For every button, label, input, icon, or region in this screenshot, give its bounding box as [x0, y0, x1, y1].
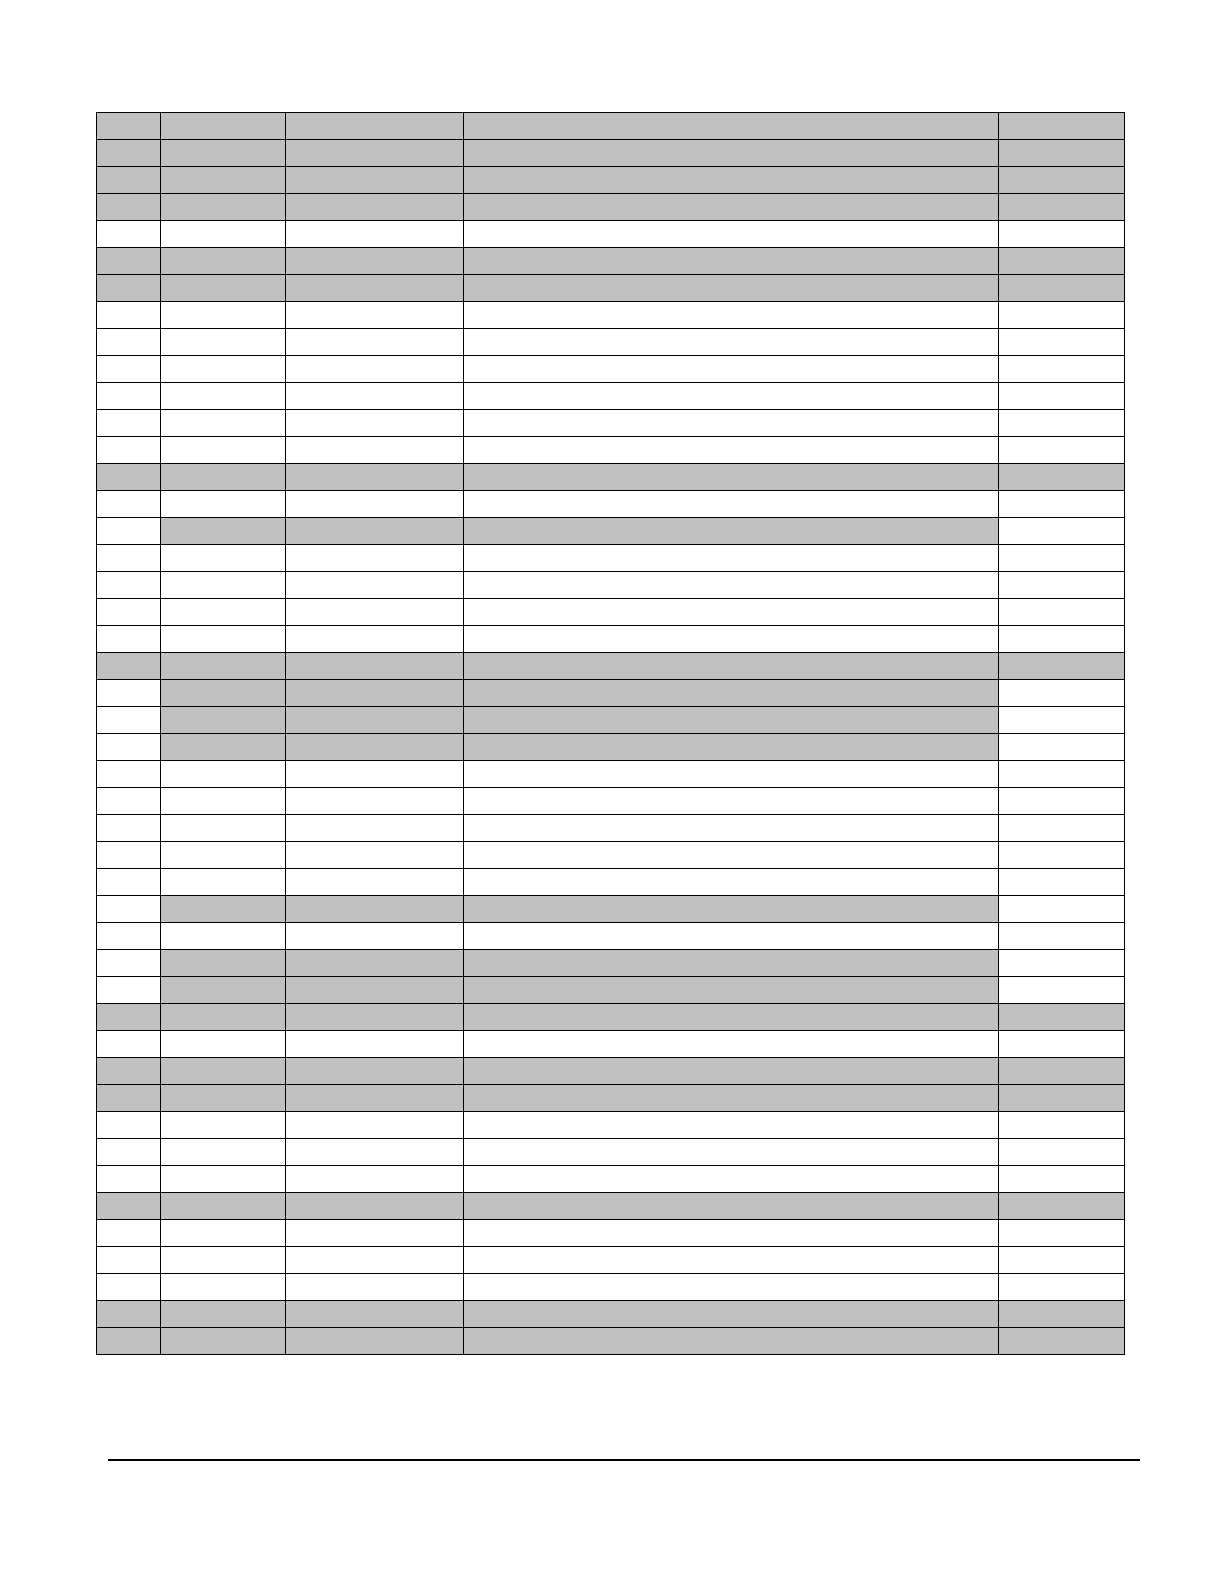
table-row	[97, 1193, 1125, 1220]
col-1-cell	[97, 1193, 161, 1220]
table-row	[97, 1004, 1125, 1031]
col-1-cell	[97, 896, 161, 923]
col-4-cell	[464, 140, 999, 167]
col-1-cell	[97, 923, 161, 950]
col-2-cell	[161, 626, 286, 653]
table-row	[97, 1058, 1125, 1085]
col-5-cell	[999, 113, 1125, 140]
table-row	[97, 950, 1125, 977]
col-1-cell	[97, 221, 161, 248]
col-2-cell	[161, 248, 286, 275]
col-4-cell	[464, 545, 999, 572]
col-2-cell	[161, 1112, 286, 1139]
col-3-cell	[286, 815, 464, 842]
col-1-cell	[97, 194, 161, 221]
col-2-cell	[161, 977, 286, 1004]
col-2-cell	[161, 113, 286, 140]
col-2-cell	[161, 1139, 286, 1166]
col-5-cell	[999, 167, 1125, 194]
table-body	[97, 113, 1125, 1355]
col-1-cell	[97, 302, 161, 329]
col-2-cell	[161, 194, 286, 221]
col-1-cell	[97, 734, 161, 761]
col-3-cell	[286, 464, 464, 491]
col-2-cell	[161, 356, 286, 383]
col-4-cell	[464, 491, 999, 518]
col-1-cell	[97, 707, 161, 734]
col-3-cell	[286, 1274, 464, 1301]
col-5-cell	[999, 248, 1125, 275]
col-2-cell	[161, 842, 286, 869]
col-4-cell	[464, 167, 999, 194]
table-row	[97, 194, 1125, 221]
col-5-cell	[999, 950, 1125, 977]
col-5-cell	[999, 842, 1125, 869]
col-2-cell	[161, 167, 286, 194]
table-row	[97, 140, 1125, 167]
table-row	[97, 653, 1125, 680]
col-1-cell	[97, 869, 161, 896]
col-4-cell	[464, 788, 999, 815]
table-row	[97, 383, 1125, 410]
col-5-cell	[999, 518, 1125, 545]
col-5-cell	[999, 464, 1125, 491]
col-1-cell	[97, 383, 161, 410]
col-2-cell	[161, 275, 286, 302]
col-4-cell	[464, 1166, 999, 1193]
col-1-cell	[97, 1301, 161, 1328]
col-4-cell	[464, 1031, 999, 1058]
table-row	[97, 815, 1125, 842]
col-3-cell	[286, 923, 464, 950]
col-2-cell	[161, 788, 286, 815]
col-5-cell	[999, 734, 1125, 761]
col-1-cell	[97, 491, 161, 518]
col-1-cell	[97, 1166, 161, 1193]
col-5-cell	[999, 896, 1125, 923]
col-3-cell	[286, 1139, 464, 1166]
col-3-cell	[286, 437, 464, 464]
col-1-cell	[97, 788, 161, 815]
col-5-cell	[999, 1058, 1125, 1085]
table-row	[97, 626, 1125, 653]
col-4-cell	[464, 1328, 999, 1355]
col-5-cell	[999, 302, 1125, 329]
col-1-cell	[97, 1031, 161, 1058]
col-3-cell	[286, 680, 464, 707]
col-3-cell	[286, 248, 464, 275]
col-1-cell	[97, 1085, 161, 1112]
col-5-cell	[999, 1004, 1125, 1031]
col-1-cell	[97, 275, 161, 302]
col-4-cell	[464, 194, 999, 221]
col-1-cell	[97, 1004, 161, 1031]
col-3-cell	[286, 167, 464, 194]
col-5-cell	[999, 491, 1125, 518]
col-5-cell	[999, 626, 1125, 653]
col-2-cell	[161, 221, 286, 248]
col-1-cell	[97, 1274, 161, 1301]
col-3-cell	[286, 545, 464, 572]
col-5-cell	[999, 545, 1125, 572]
col-5-cell	[999, 1220, 1125, 1247]
col-2-cell	[161, 491, 286, 518]
col-5-cell	[999, 437, 1125, 464]
col-5-cell	[999, 1301, 1125, 1328]
col-3-cell	[286, 221, 464, 248]
col-3-cell	[286, 1058, 464, 1085]
col-3-cell	[286, 950, 464, 977]
col-1-cell	[97, 464, 161, 491]
col-2-cell	[161, 1031, 286, 1058]
table-row	[97, 1301, 1125, 1328]
col-4-cell	[464, 572, 999, 599]
col-3-cell	[286, 1328, 464, 1355]
col-4-cell	[464, 842, 999, 869]
col-3-cell	[286, 194, 464, 221]
col-2-cell	[161, 923, 286, 950]
col-4-cell	[464, 275, 999, 302]
col-2-cell	[161, 329, 286, 356]
table-row	[97, 167, 1125, 194]
col-5-cell	[999, 383, 1125, 410]
col-2-cell	[161, 680, 286, 707]
col-3-cell	[286, 1031, 464, 1058]
table-row	[97, 896, 1125, 923]
col-4-cell	[464, 221, 999, 248]
col-2-cell	[161, 545, 286, 572]
col-2-cell	[161, 896, 286, 923]
col-4-cell	[464, 707, 999, 734]
col-3-cell	[286, 1085, 464, 1112]
col-5-cell	[999, 653, 1125, 680]
col-1-cell	[97, 815, 161, 842]
table-row	[97, 923, 1125, 950]
col-5-cell	[999, 761, 1125, 788]
table-row	[97, 410, 1125, 437]
col-2-cell	[161, 518, 286, 545]
col-4-cell	[464, 1247, 999, 1274]
col-1-cell	[97, 545, 161, 572]
table-row	[97, 1031, 1125, 1058]
table-row	[97, 302, 1125, 329]
col-4-cell	[464, 653, 999, 680]
col-2-cell	[161, 302, 286, 329]
col-2-cell	[161, 1220, 286, 1247]
col-4-cell	[464, 302, 999, 329]
col-2-cell	[161, 437, 286, 464]
table-row	[97, 1328, 1125, 1355]
col-2-cell	[161, 653, 286, 680]
table-row	[97, 356, 1125, 383]
col-4-cell	[464, 1004, 999, 1031]
col-5-cell	[999, 1193, 1125, 1220]
col-5-cell	[999, 1031, 1125, 1058]
col-2-cell	[161, 1085, 286, 1112]
data-table	[96, 112, 1125, 1355]
col-3-cell	[286, 653, 464, 680]
col-3-cell	[286, 761, 464, 788]
col-3-cell	[286, 788, 464, 815]
col-5-cell	[999, 572, 1125, 599]
col-5-cell	[999, 194, 1125, 221]
table-row	[97, 788, 1125, 815]
col-3-cell	[286, 869, 464, 896]
col-4-cell	[464, 950, 999, 977]
col-3-cell	[286, 383, 464, 410]
col-3-cell	[286, 842, 464, 869]
col-4-cell	[464, 1301, 999, 1328]
col-4-cell	[464, 896, 999, 923]
col-1-cell	[97, 626, 161, 653]
col-1-cell	[97, 1247, 161, 1274]
table-row	[97, 680, 1125, 707]
col-5-cell	[999, 815, 1125, 842]
col-1-cell	[97, 1112, 161, 1139]
col-4-cell	[464, 1085, 999, 1112]
col-4-cell	[464, 464, 999, 491]
col-5-cell	[999, 788, 1125, 815]
table-row	[97, 1166, 1125, 1193]
table-row	[97, 1139, 1125, 1166]
col-2-cell	[161, 1058, 286, 1085]
table-row	[97, 869, 1125, 896]
table-row	[97, 1085, 1125, 1112]
col-4-cell	[464, 1193, 999, 1220]
table-row	[97, 113, 1125, 140]
col-1-cell	[97, 356, 161, 383]
table-row	[97, 248, 1125, 275]
col-5-cell	[999, 977, 1125, 1004]
table-row	[97, 275, 1125, 302]
col-2-cell	[161, 950, 286, 977]
col-4-cell	[464, 410, 999, 437]
col-3-cell	[286, 275, 464, 302]
col-3-cell	[286, 1004, 464, 1031]
col-5-cell	[999, 1139, 1125, 1166]
table-row	[97, 977, 1125, 1004]
table-row	[97, 518, 1125, 545]
table-row	[97, 1220, 1125, 1247]
col-2-cell	[161, 383, 286, 410]
col-5-cell	[999, 1274, 1125, 1301]
table-row	[97, 599, 1125, 626]
col-3-cell	[286, 113, 464, 140]
col-3-cell	[286, 1247, 464, 1274]
col-1-cell	[97, 410, 161, 437]
col-1-cell	[97, 140, 161, 167]
col-2-cell	[161, 707, 286, 734]
col-3-cell	[286, 626, 464, 653]
col-3-cell	[286, 1193, 464, 1220]
col-4-cell	[464, 1139, 999, 1166]
table-row	[97, 1112, 1125, 1139]
col-4-cell	[464, 680, 999, 707]
col-1-cell	[97, 599, 161, 626]
col-4-cell	[464, 815, 999, 842]
col-2-cell	[161, 734, 286, 761]
col-3-cell	[286, 1166, 464, 1193]
col-3-cell	[286, 572, 464, 599]
col-1-cell	[97, 113, 161, 140]
col-2-cell	[161, 572, 286, 599]
col-5-cell	[999, 707, 1125, 734]
col-1-cell	[97, 1139, 161, 1166]
col-4-cell	[464, 113, 999, 140]
col-1-cell	[97, 680, 161, 707]
col-2-cell	[161, 1166, 286, 1193]
col-4-cell	[464, 1274, 999, 1301]
col-4-cell	[464, 248, 999, 275]
col-3-cell	[286, 356, 464, 383]
col-2-cell	[161, 761, 286, 788]
col-2-cell	[161, 1004, 286, 1031]
col-1-cell	[97, 167, 161, 194]
col-1-cell	[97, 248, 161, 275]
table-row	[97, 491, 1125, 518]
col-1-cell	[97, 518, 161, 545]
col-1-cell	[97, 437, 161, 464]
table-row	[97, 221, 1125, 248]
table-row	[97, 734, 1125, 761]
col-3-cell	[286, 707, 464, 734]
col-2-cell	[161, 140, 286, 167]
col-2-cell	[161, 1193, 286, 1220]
col-1-cell	[97, 977, 161, 1004]
col-1-cell	[97, 761, 161, 788]
col-4-cell	[464, 923, 999, 950]
col-3-cell	[286, 977, 464, 1004]
table-row	[97, 572, 1125, 599]
col-5-cell	[999, 1166, 1125, 1193]
table-row	[97, 707, 1125, 734]
col-2-cell	[161, 599, 286, 626]
col-3-cell	[286, 734, 464, 761]
col-3-cell	[286, 896, 464, 923]
col-4-cell	[464, 1112, 999, 1139]
col-4-cell	[464, 383, 999, 410]
col-3-cell	[286, 491, 464, 518]
col-4-cell	[464, 356, 999, 383]
col-5-cell	[999, 140, 1125, 167]
col-3-cell	[286, 1112, 464, 1139]
col-1-cell	[97, 842, 161, 869]
col-5-cell	[999, 275, 1125, 302]
col-5-cell	[999, 599, 1125, 626]
table-row	[97, 464, 1125, 491]
table-row	[97, 437, 1125, 464]
col-4-cell	[464, 761, 999, 788]
col-4-cell	[464, 1058, 999, 1085]
col-5-cell	[999, 869, 1125, 896]
table-row	[97, 761, 1125, 788]
col-3-cell	[286, 140, 464, 167]
col-2-cell	[161, 815, 286, 842]
col-4-cell	[464, 518, 999, 545]
col-5-cell	[999, 923, 1125, 950]
col-1-cell	[97, 329, 161, 356]
col-5-cell	[999, 1247, 1125, 1274]
col-1-cell	[97, 572, 161, 599]
col-2-cell	[161, 1328, 286, 1355]
col-4-cell	[464, 626, 999, 653]
col-1-cell	[97, 1328, 161, 1355]
col-2-cell	[161, 1301, 286, 1328]
table-row	[97, 1247, 1125, 1274]
col-2-cell	[161, 464, 286, 491]
col-5-cell	[999, 680, 1125, 707]
col-4-cell	[464, 1220, 999, 1247]
col-1-cell	[97, 950, 161, 977]
col-4-cell	[464, 869, 999, 896]
table-row	[97, 545, 1125, 572]
col-3-cell	[286, 599, 464, 626]
col-4-cell	[464, 599, 999, 626]
table-row	[97, 1274, 1125, 1301]
col-2-cell	[161, 1274, 286, 1301]
col-3-cell	[286, 302, 464, 329]
col-1-cell	[97, 653, 161, 680]
table-row	[97, 842, 1125, 869]
col-5-cell	[999, 221, 1125, 248]
col-5-cell	[999, 1328, 1125, 1355]
col-4-cell	[464, 437, 999, 464]
col-3-cell	[286, 1301, 464, 1328]
col-4-cell	[464, 734, 999, 761]
col-2-cell	[161, 1247, 286, 1274]
col-4-cell	[464, 329, 999, 356]
table-row	[97, 329, 1125, 356]
col-5-cell	[999, 1112, 1125, 1139]
col-2-cell	[161, 869, 286, 896]
col-4-cell	[464, 977, 999, 1004]
col-1-cell	[97, 1220, 161, 1247]
col-5-cell	[999, 1085, 1125, 1112]
col-3-cell	[286, 329, 464, 356]
col-1-cell	[97, 1058, 161, 1085]
footer-rule	[108, 1459, 1140, 1461]
col-5-cell	[999, 356, 1125, 383]
col-2-cell	[161, 410, 286, 437]
col-3-cell	[286, 518, 464, 545]
col-3-cell	[286, 410, 464, 437]
col-3-cell	[286, 1220, 464, 1247]
col-5-cell	[999, 329, 1125, 356]
col-5-cell	[999, 410, 1125, 437]
